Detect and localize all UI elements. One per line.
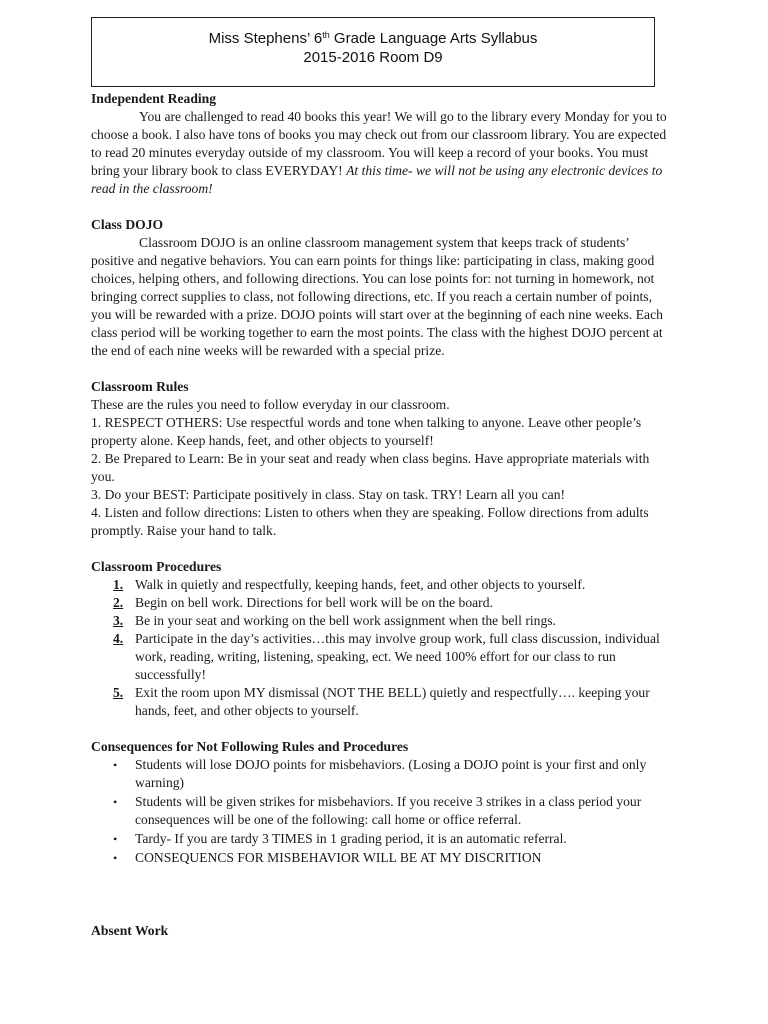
- procedure-item: [91, 594, 671, 612]
- title-box: [91, 17, 655, 87]
- bullet-icon: •: [113, 758, 118, 772]
- procedure-item: [91, 630, 671, 684]
- independent-reading-body: [91, 108, 671, 198]
- title-superscript: th: [322, 30, 330, 40]
- consequence-item: [91, 793, 671, 829]
- bullet-icon: •: [113, 795, 118, 809]
- procedure-number: 2.: [113, 595, 124, 610]
- procedure-text: Walk in quietly and respectfully, keeping hands, feet, and other objects to yourself.: [135, 577, 586, 592]
- classroom-rules-intro: These are the rules you need to follow everyday in our classroom.: [91, 397, 450, 412]
- bullet-icon: •: [113, 832, 118, 846]
- rule-item: 2. Be Prepared to Learn: Be in your seat and ready when class begins. Have appropriate materials with you.: [91, 451, 650, 484]
- syllabus-content: [91, 90, 671, 940]
- procedures-list: [91, 576, 671, 720]
- procedure-text: Exit the room upon MY dismissal (NOT THE BELL) quietly and respectfully…. keeping your hands, feet, and other objects to yourself.: [135, 685, 650, 718]
- independent-reading-text: You are challenged to read 40 books this year! We will go to the library every Monday for you to choose a book. I also have tons of books you may check out from our classroom library. You are expected to read 20 minutes everyday outside of my classroom. You will keep a record of your books. You must bring your library book to class EVERYDAY!: [91, 109, 667, 178]
- consequences-list: [91, 756, 671, 867]
- procedure-item: [91, 576, 671, 594]
- consequence-text: CONSEQUENCS FOR MISBEHAVIOR WILL BE AT MY DISCRITION: [135, 850, 542, 865]
- consequence-text: Students will be given strikes for misbehaviors. If you receive 3 strikes in a class period your consequences will be one of the following: call home or office referral.: [135, 794, 642, 827]
- procedure-text: Participate in the day’s activities…this may involve group work, full class discussion, individual work, reading, writing, listening, speaking, ect. We need 100% effort for our class to run successfully!: [135, 631, 660, 682]
- consequence-item: [91, 756, 671, 792]
- consequence-text: Students will lose DOJO points for misbehaviors. (Losing a DOJO point is your first and only warning): [135, 757, 647, 790]
- section-heading-classroom-procedures: Classroom Procedures: [91, 559, 222, 574]
- section-heading-independent-reading: Independent Reading: [91, 91, 217, 106]
- independent-reading-note: At this time- we will not be using any electronic devices to read in the classroom!: [91, 163, 663, 196]
- procedure-item: [91, 612, 671, 630]
- section-heading-absent-work: Absent Work: [91, 923, 169, 938]
- procedure-number: 4.: [113, 631, 124, 646]
- page-subtitle: 2015-2016 Room D9: [303, 49, 443, 66]
- class-dojo-body: Classroom DOJO is an online classroom management system that keeps track of students’ positive and negative behaviors. You can earn points for things like: participating in class, making good choices, helping others, and following directions. You can lose points for: not turning in homework, not bringing correct supplies to class, not following directions, etc. If you reach a certain number of points, you will be rewarded with a prize. DOJO points will start over at the beginning of each nine weeks. Each class period will be working together to earn the most points. The class with the highest DOJO percent at the end of each nine weeks will be rewarded with a special prize.: [91, 235, 663, 358]
- procedure-text: Begin on bell work. Directions for bell work will be on the board.: [135, 595, 493, 610]
- consequence-text: Tardy- If you are tardy 3 TIMES in 1 grading period, it is an automatic referral.: [135, 831, 567, 846]
- title-suffix: Grade Language Arts Syllabus: [329, 30, 538, 47]
- section-heading-consequences: Consequences for Not Following Rules and Procedures: [91, 739, 409, 754]
- rule-item: 3. Do your BEST: Participate positively in class. Stay on task. TRY! Learn all you can!: [91, 487, 566, 502]
- procedure-text: Be in your seat and working on the bell work assignment when the bell rings.: [135, 613, 556, 628]
- rule-item: 1. RESPECT OTHERS: Use respectful words and tone when talking to anyone. Leave other people’s property alone. Keep hands, feet, and other objects to yourself!: [91, 415, 642, 448]
- procedure-number: 5.: [113, 685, 124, 700]
- section-heading-class-dojo: Class DOJO: [91, 217, 164, 232]
- consequence-item: [91, 830, 671, 848]
- section-heading-classroom-rules: Classroom Rules: [91, 379, 189, 394]
- title-prefix: Miss Stephens’ 6: [208, 30, 323, 47]
- procedure-item: [91, 684, 671, 720]
- procedure-number: 3.: [113, 613, 124, 628]
- consequence-item: [91, 849, 671, 867]
- bullet-icon: •: [113, 851, 118, 865]
- page-title: [92, 29, 654, 48]
- rule-item: 4. Listen and follow directions: Listen to others when they are speaking. Follow directions from adults promptly. Raise your hand to talk.: [91, 505, 649, 538]
- procedure-number: 1.: [113, 577, 124, 592]
